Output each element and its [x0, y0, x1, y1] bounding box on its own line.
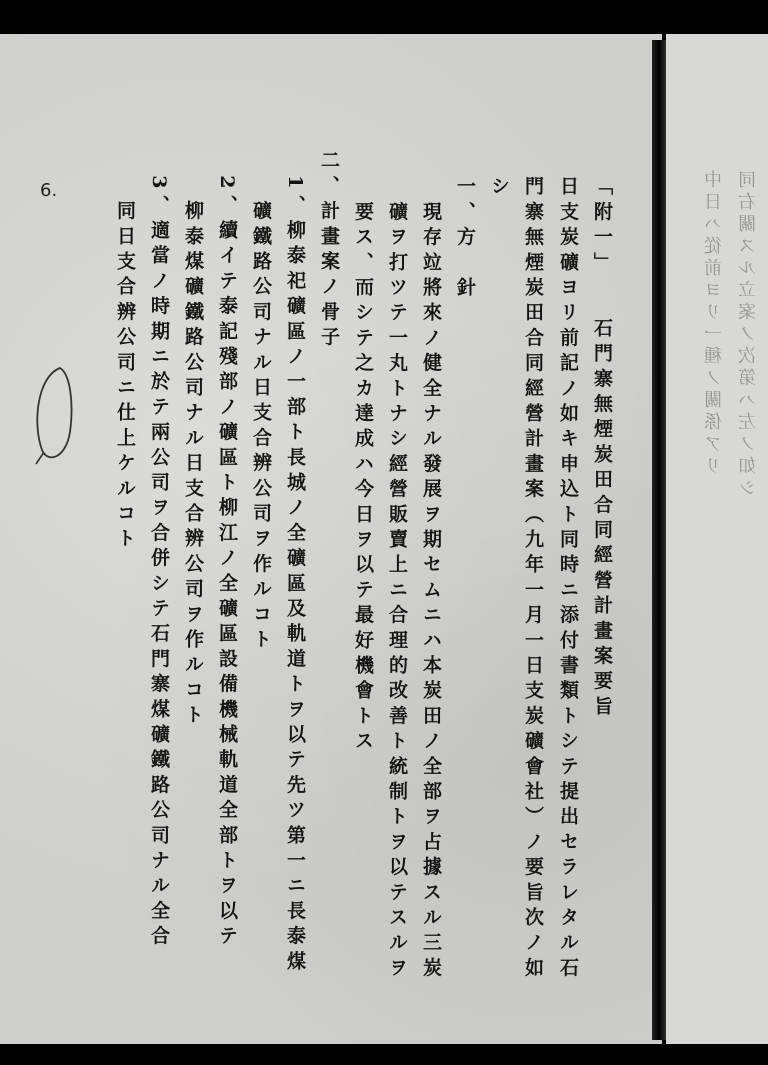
text-line: シ — [488, 176, 510, 202]
text-line: 同日支合辨公司ニ仕上ケルコト — [114, 150, 136, 554]
text-line: 日支炭礦ヨリ前記ノ如キ申込ト同時ニ添付書類トシテ提出セラレタル石 — [557, 176, 579, 983]
text-line: 2、續イテ泰記殘部ノ礦區ト柳江ノ全礦區設備機械軌道全部トヲ以テ — [216, 150, 238, 951]
text-line: 要ス、而シテ之カ達成ハ今日ヲ以テ最好機會トス — [352, 176, 374, 756]
text-line: 一、方 針 — [454, 176, 476, 302]
text-line: 3、適當ノ時期ニ於テ兩公司ヲ合併シテ石門寨煤礦鐵路公司ナル全合 — [148, 150, 170, 951]
handwritten-mark — [30, 362, 76, 466]
bleed-through-line: 同右關スル立案ノ次第ハ左ノ如シ — [738, 170, 759, 500]
text-line: 門寨無煙炭田合同經營計畫案（九年一月一日支炭礦會社）ノ要旨次ノ如 — [522, 176, 544, 983]
text-line: 礦鐵路公司ナル日支合辨公司ヲ作ルコト — [250, 150, 272, 654]
bleed-through-line: 中日ハ從前ヨリ一種ノ關係アリ — [704, 170, 725, 478]
text-line: 二、計畫案ノ骨子 — [318, 150, 340, 352]
page-number: 6. — [40, 180, 58, 201]
text-line: 礦ヲ打ツテ一丸トナシ經營販賣上ニ合理的改善ト統制トヲ以テスルヲ — [386, 176, 408, 983]
text-line: 1、柳泰祀礦區ノ一部ト長城ノ全礦區及軌道トヲ以テ先ツ第一ニ長泰煤 — [284, 150, 306, 976]
page-fold-shadow — [652, 40, 666, 1040]
text-line: 現存竝將來ノ健全ナル發展ヲ期セムニハ本炭田ノ全部ヲ占據スル三炭 — [420, 176, 442, 983]
text-line: 柳泰煤礦鐵路公司ナル日支合辨公司ヲ作ルコト — [182, 150, 204, 730]
text-line: 「附一」 石門寨無煙炭田合同經營計畫案要旨 — [591, 176, 613, 721]
